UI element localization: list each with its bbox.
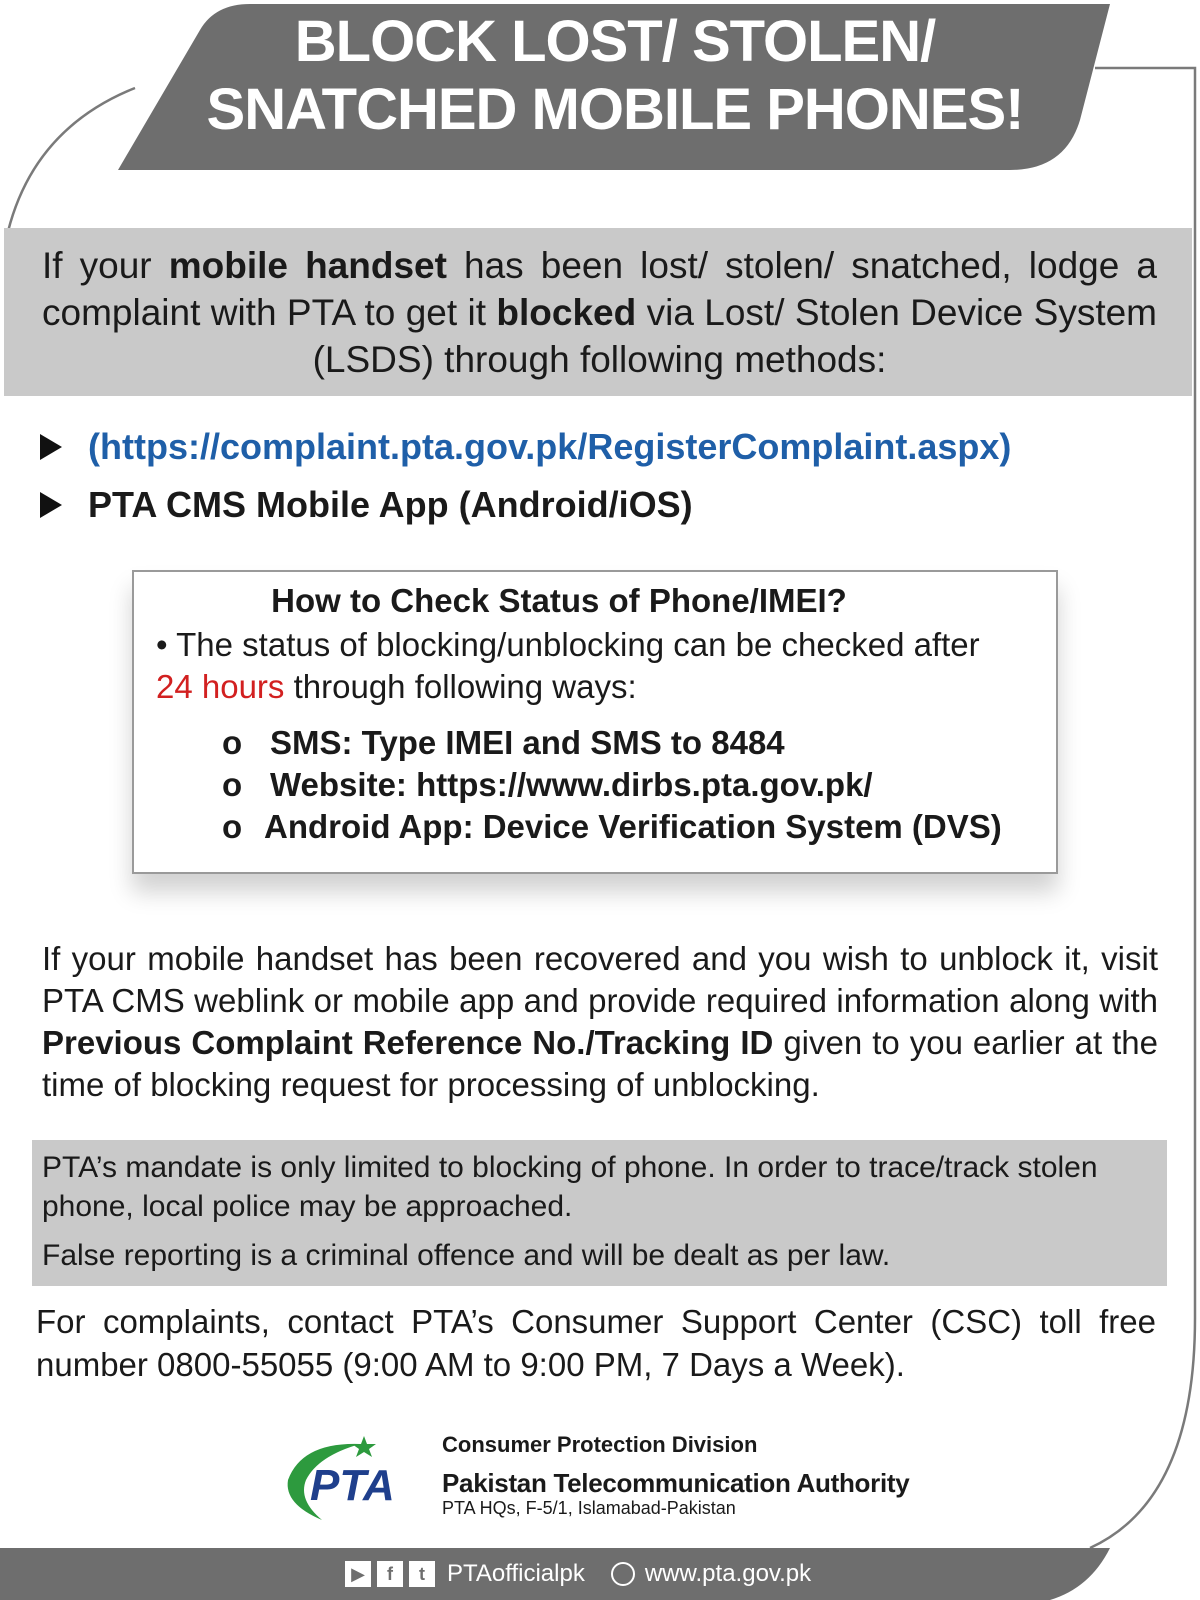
pta-logo	[282, 1434, 432, 1530]
status-ways-list	[222, 722, 1042, 848]
way-text: Website: https://www.dirbs.pta.gov.pk/	[270, 766, 873, 803]
play-arrow-icon	[40, 492, 62, 518]
intro-text-3: via Lost/ Stolen Device System (LSDS) through following methods:	[312, 292, 1157, 380]
recover-text-1: If your mobile handset has been recovered and you wish to unblock it, visit PTA CMS weblink or mobile app and provide required information along with	[42, 940, 1158, 1019]
mandate-line-2: False reporting is a criminal offence and will be dealt as per law.	[42, 1239, 891, 1272]
cms-app-label: PTA CMS Mobile App (Android/iOS)	[88, 484, 693, 525]
method-item-link	[40, 418, 1160, 476]
org-name: Pakistan Telecommunication Authority	[442, 1468, 910, 1498]
contact-paragraph: For complaints, contact PTA’s Consumer Support Center (CSC) toll free number 0800-55055 (9:00 AM to 9:00 PM, 7 Days a Week).	[36, 1303, 1156, 1383]
unblock-paragraph	[42, 938, 1158, 1106]
complaint-link[interactable]: (https://complaint.pta.gov.pk/RegisterComplaint.aspx)	[88, 426, 1012, 467]
mandate-notice	[42, 1148, 1157, 1275]
recover-text-2: given to you earlier at the time of blocking request for processing of unblocking.	[42, 1024, 1158, 1103]
star-icon	[352, 1436, 376, 1457]
intro-bold-handset: mobile handset	[168, 245, 447, 286]
status-box-title: How to Check Status of Phone/IMEI?	[271, 582, 847, 619]
way-website	[222, 764, 1042, 806]
way-bullet: o	[222, 766, 243, 803]
org-block	[442, 1432, 909, 1519]
mandate-line-1: PTA’s mandate is only limited to blocking of phone. In order to trace/track stolen phone, local police may be approached.	[42, 1151, 1098, 1223]
page-title	[120, 8, 1110, 144]
play-arrow-icon	[40, 434, 62, 460]
way-bullet: o	[222, 808, 243, 845]
footer-content	[345, 1554, 811, 1594]
methods-list	[40, 418, 1160, 534]
globe-icon	[611, 1562, 635, 1586]
status-description	[156, 624, 1036, 708]
recover-bold-tracking-id: Previous Complaint Reference No./Tracking ID	[42, 1024, 774, 1061]
org-division: Consumer Protection Division	[442, 1432, 758, 1457]
status-text-1: The status of blocking/unblocking can be checked after	[176, 626, 980, 663]
twitter-icon[interactable]: t	[409, 1561, 435, 1587]
org-address: PTA HQs, F-5/1, Islamabad-Pakistan	[442, 1498, 736, 1518]
way-text: SMS: Type IMEI and SMS to 8484	[270, 724, 785, 761]
intro-bold-blocked: blocked	[496, 292, 637, 333]
status-check-box	[132, 570, 1058, 874]
bullet-icon: •	[156, 626, 168, 663]
method-item-app	[40, 476, 1160, 534]
status-text-2: through following ways:	[284, 668, 637, 705]
title-line-2: SNATCHED MOBILE PHONES!	[206, 77, 1024, 142]
way-text: Android App: Device Verification System (DVS)	[264, 808, 1002, 845]
facebook-icon[interactable]: f	[377, 1561, 403, 1587]
way-sms	[222, 722, 1042, 764]
logo-text: PTA	[310, 1461, 395, 1510]
intro-text-1: If your	[42, 245, 169, 286]
website-link[interactable]: www.pta.gov.pk	[644, 1560, 812, 1587]
way-android-app	[222, 806, 1042, 848]
highlight-24-hours: 24 hours	[156, 668, 285, 705]
way-bullet: o	[222, 724, 243, 761]
intro-paragraph	[42, 242, 1157, 383]
social-handle[interactable]: PTAofficialpk	[447, 1560, 585, 1587]
youtube-icon[interactable]: ▶	[345, 1561, 371, 1587]
title-line-1: BLOCK LOST/ STOLEN/	[294, 9, 936, 74]
intro-text-2: has been lost/ stolen/ snatched, lodge a complaint with PTA to get it	[42, 245, 1157, 333]
